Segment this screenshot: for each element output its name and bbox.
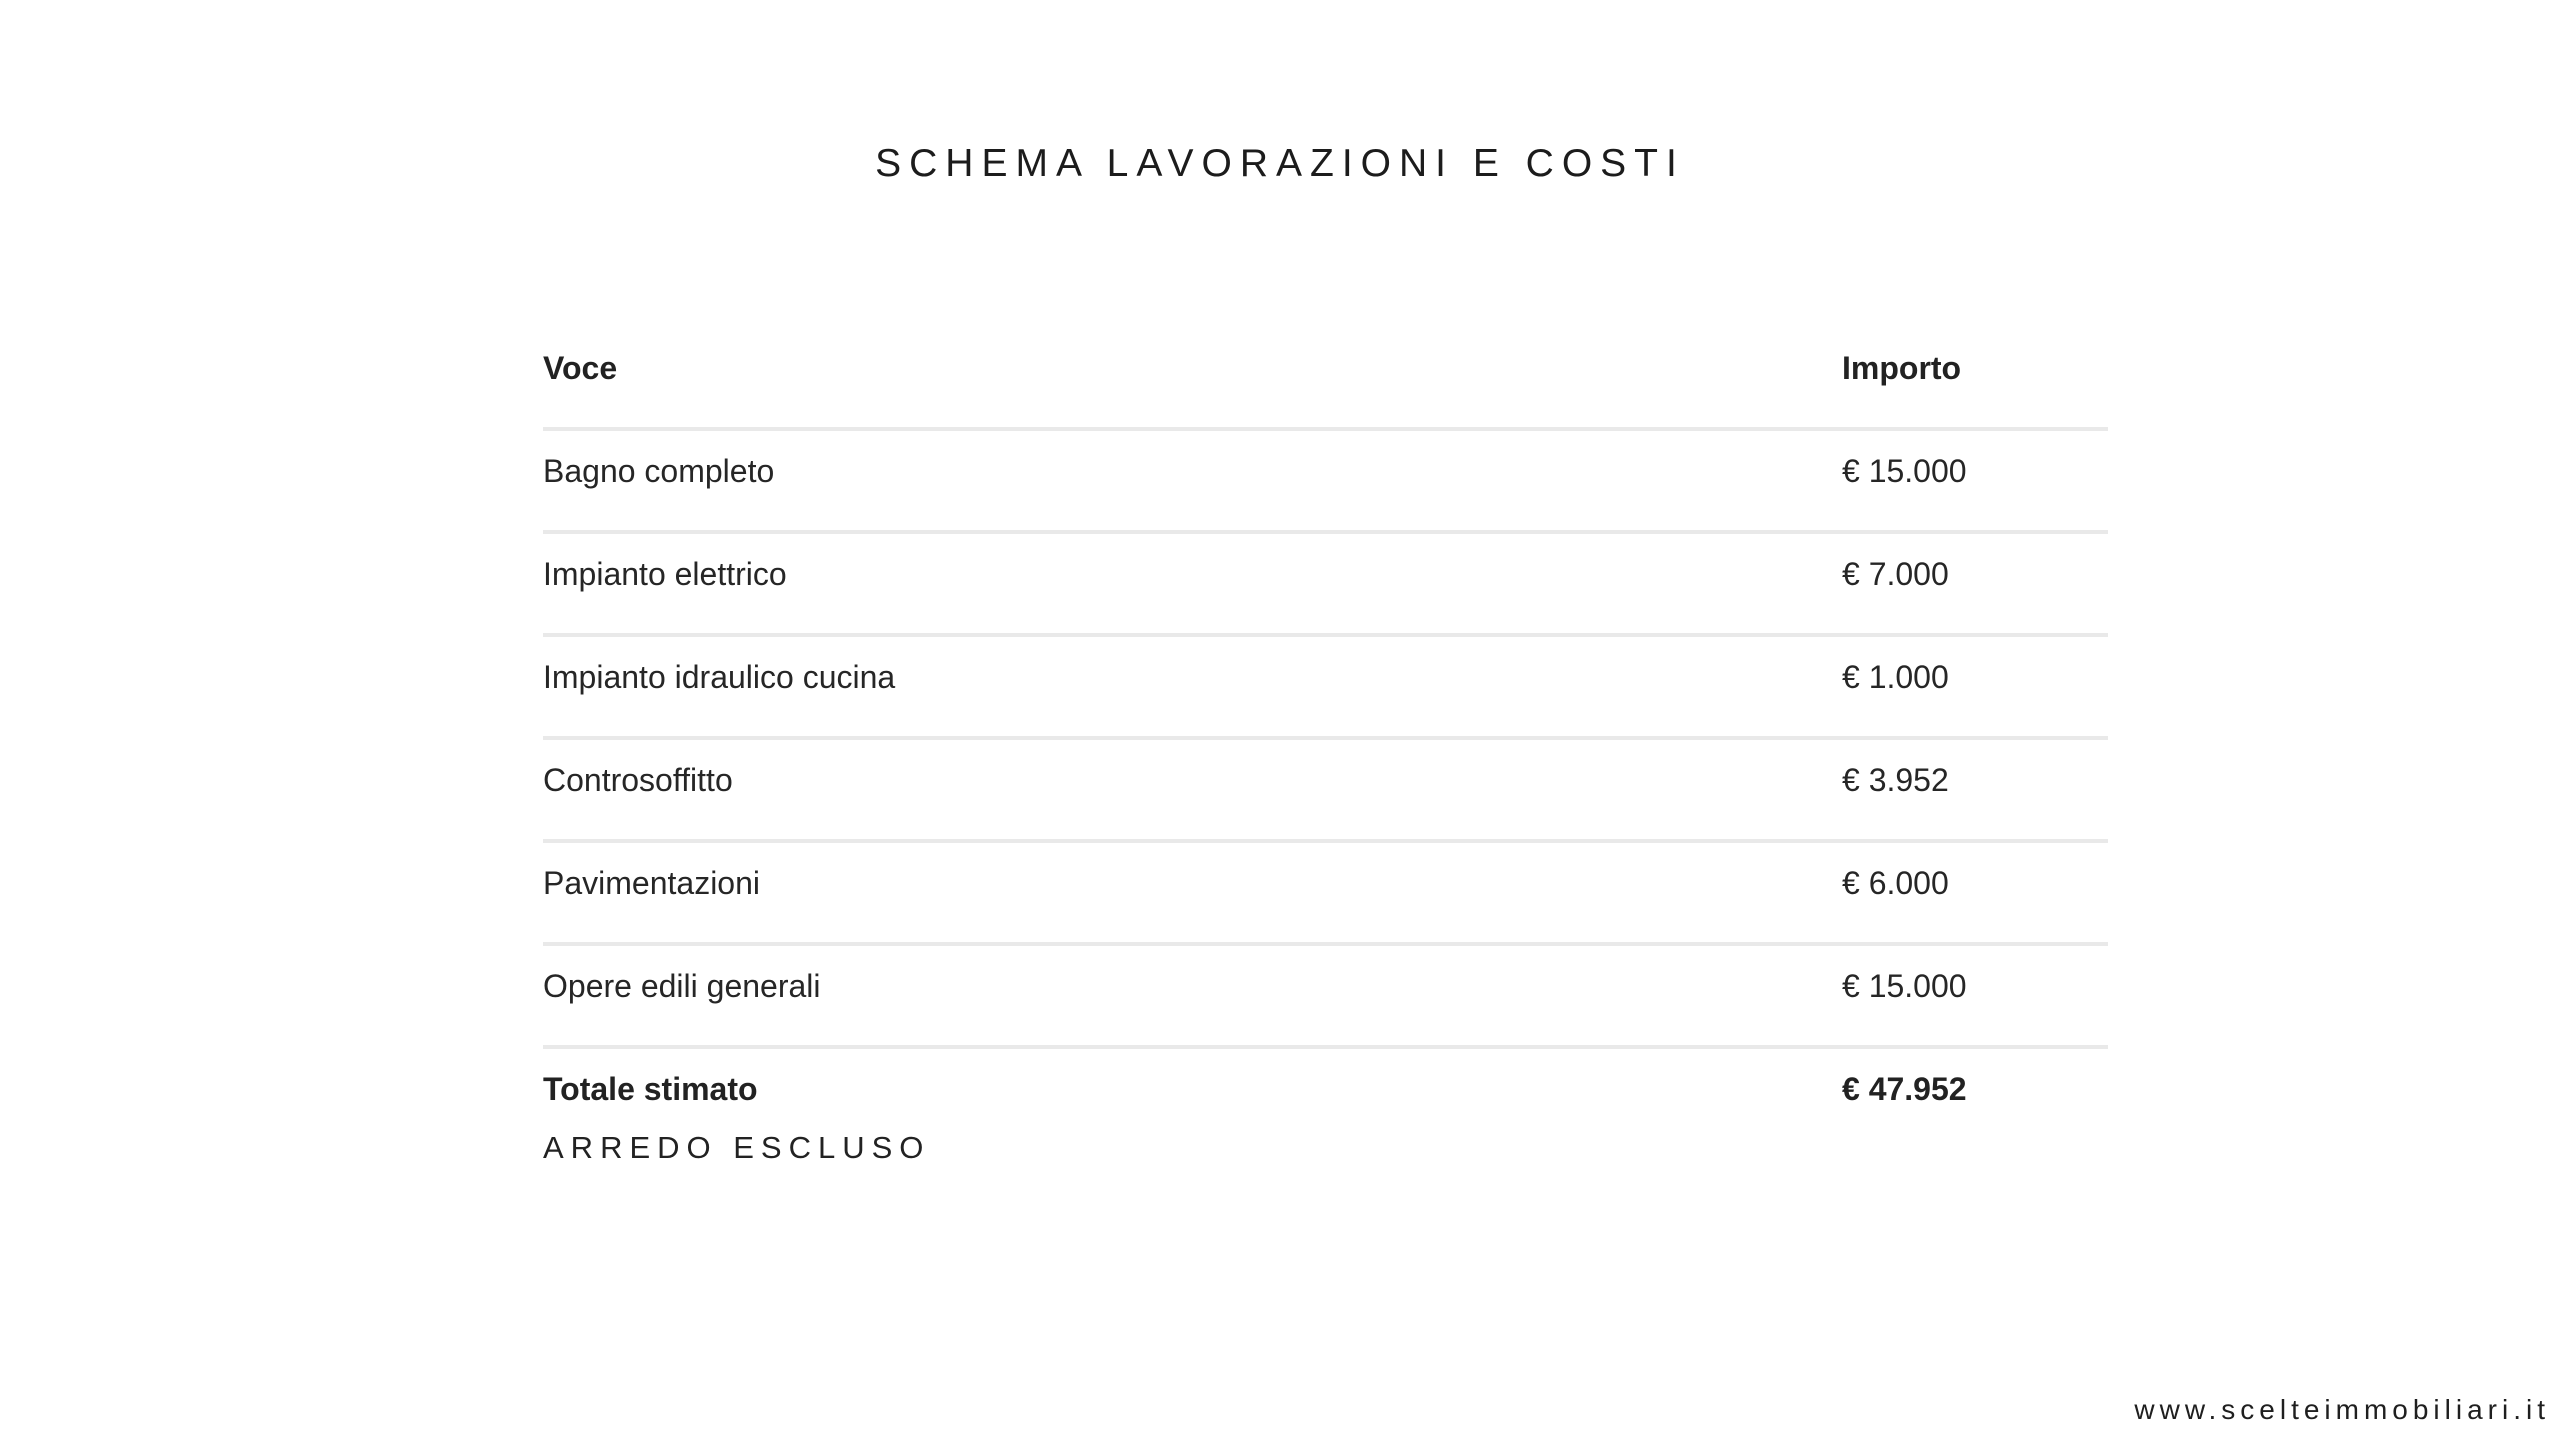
row-voce: Impianto elettrico [543,556,787,592]
column-header-voce: Voce [543,350,618,386]
page-title: SCHEMA LAVORAZIONI E COSTI [875,142,1685,185]
row-importo: € 6.000 [1842,865,1949,901]
table-row [543,637,2108,740]
table-row [543,946,2108,1049]
total-label: Totale stimato [543,1071,758,1107]
row-importo: € 7.000 [1842,556,1949,592]
row-importo: € 15.000 [1842,968,1967,1004]
row-voce: Bagno completo [543,453,775,489]
table-row [543,843,2108,946]
row-voce: Impianto idraulico cucina [543,659,896,695]
table-header-row [543,328,2108,431]
row-importo: € 1.000 [1842,659,1949,695]
table-row [543,431,2108,534]
total-amount: € 47.952 [1842,1071,1967,1107]
row-voce: Controsoffitto [543,762,733,798]
row-importo: € 15.000 [1842,453,1967,489]
costs-table [543,328,2108,1152]
website-url: www.scelteimmobiliari.it [2134,1394,2550,1425]
row-importo: € 3.952 [1842,762,1949,798]
table-row [543,740,2108,843]
row-voce: Pavimentazioni [543,865,760,901]
row-voce: Opere edili generali [543,968,821,1004]
table-row [543,534,2108,637]
furniture-excluded-note: ARREDO ESCLUSO [543,1130,931,1165]
column-header-importo: Importo [1842,350,1962,386]
